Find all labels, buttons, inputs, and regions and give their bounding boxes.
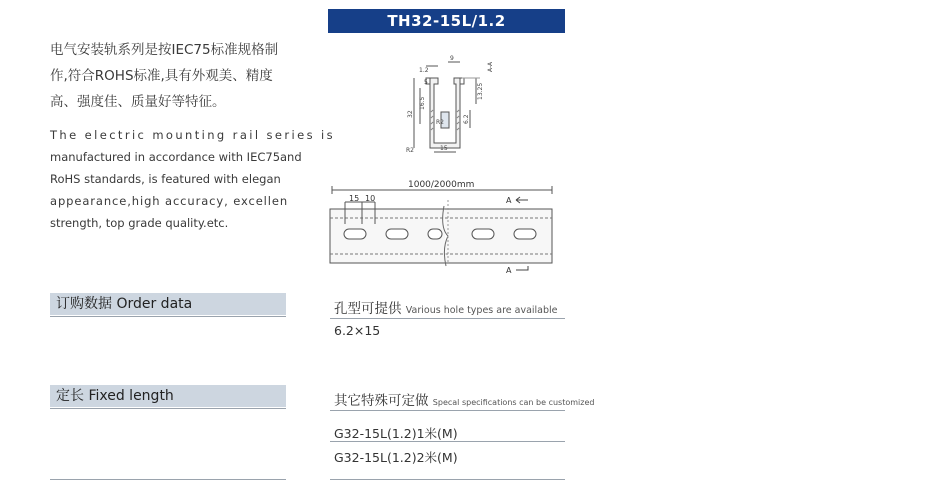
dim-9: 9 (450, 55, 454, 62)
product-title: TH32-15L/1.2 (328, 9, 565, 33)
special-underline (330, 410, 565, 411)
intro-en-line-2: manufactured in accordance with IEC75and (50, 150, 302, 164)
special-bottom-line (330, 479, 565, 480)
order-data-underline (50, 316, 286, 317)
cross-section-drawing (400, 52, 500, 162)
section-label-aa: A-A (487, 61, 494, 72)
hole-size-value: 6.2×15 (334, 323, 381, 338)
fixed-length-underline (50, 408, 286, 409)
rail-dim-10: 10 (365, 194, 376, 203)
intro-chinese (50, 37, 300, 115)
dim-15: 15 (440, 145, 448, 152)
radius-outer: R2 (406, 147, 414, 154)
intro-cn-line-1: 电气安装轨系列是按IEC75标准规格制 (50, 42, 279, 58)
rail-length: 1000/2000mm (408, 180, 475, 190)
hole-types-cn: 孔型可提供 (334, 301, 402, 317)
dim-5: 5 (424, 79, 428, 86)
intro-en-line-1: The electric mounting rail series is (50, 128, 336, 142)
radius-inner: R2 (436, 119, 444, 126)
special-item-2: G32-15L(1.2)2米(M) (334, 450, 458, 465)
rail-side-view (328, 178, 556, 278)
intro-en-line-5: strength, top grade quality.etc. (50, 216, 229, 230)
intro-en-line-4: appearance,high accuracy, excellen (50, 194, 289, 208)
hole-types-heading (334, 297, 558, 317)
dim-32: 32 (407, 110, 414, 118)
hole-types-en: Various hole types are available (405, 305, 558, 316)
intro-en-line-3: RoHS standards, is featured with elegan (50, 172, 281, 186)
dim-1-2: 1.2 (419, 67, 429, 74)
special-item-divider (330, 441, 565, 442)
intro-cn-line-2: 作,符合ROHS标准,具有外观美、精度 (50, 68, 273, 84)
fixed-length-bottom-line (50, 479, 286, 480)
intro-english (50, 124, 336, 234)
intro-cn-line-3: 高、强度佳、质量好等特征。 (50, 94, 226, 110)
dim-6-2: 6.2 (463, 114, 470, 124)
rail-section-a-top: A (506, 196, 512, 205)
special-en: Specal specifications can be customized (432, 398, 595, 407)
dim-13-25: 13.25 (477, 82, 484, 100)
hole-types-underline (330, 318, 565, 319)
dim-16-5: 16.5 (419, 96, 426, 110)
rail-section-a-bottom: A (506, 266, 512, 275)
special-cn: 其它特殊可定做 (334, 393, 429, 409)
special-item-1: G32-15L(1.2)1米(M) (334, 426, 458, 441)
order-data-heading: 订购数据 Order data (50, 293, 286, 315)
rail-dim-15: 15 (349, 194, 360, 203)
special-heading (334, 389, 594, 409)
fixed-length-heading: 定长 Fixed length (50, 385, 286, 407)
